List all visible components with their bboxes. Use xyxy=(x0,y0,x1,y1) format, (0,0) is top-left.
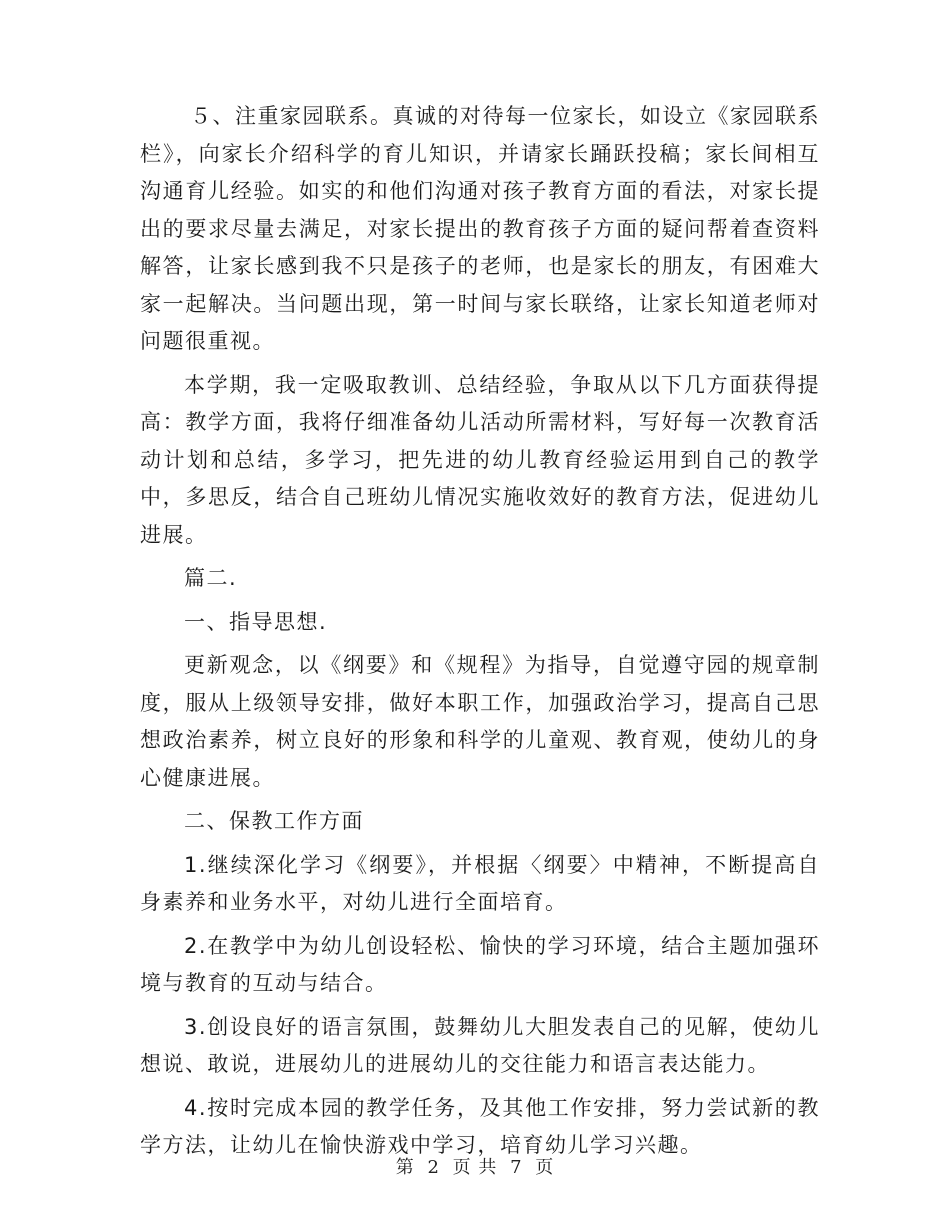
footer-page-number: 2 xyxy=(427,1157,440,1178)
paragraph-guiding-ideology: 更新观念，以《纲要》和《规程》为指导，自觉遵守园的规章制度，服从上级领导安排，做好本职工作，加强政治学习，提高自己思想政治素养，树立良好的形象和科学的儿童观、教育观，使幼儿的身心健康进展。 xyxy=(140,653,820,790)
footer-middle: 页 共 xyxy=(452,1157,498,1178)
footer-suffix: 页 xyxy=(535,1157,555,1178)
section-heading-care-education: 二、保教工作方面 xyxy=(184,809,364,833)
footer-total-pages: 7 xyxy=(510,1157,523,1178)
document-body xyxy=(140,98,820,1171)
paragraph-home-school-contact: ５、注重家园联系。真诚的对待每一位家长，如设立《家园联系栏》，向家长介绍科学的育儿知识，并请家长踊跃投稿；家长间相互沟通育儿经验。如实的和他们沟通对孩子教育方面的看法，对家长提出的要求尽量去满足，对家长提出的教育孩子方面的疑问帮着查资料解答，让家长感到我不只是孩子的老师，也是家长的朋友，有困难大家一起解决。当问题出现，第一时间与家长联络，让家长知道老师对问题很重视。 xyxy=(140,104,820,353)
section-heading-guiding-ideology: 一、指导思想. xyxy=(184,609,328,634)
section-heading-part-two: 篇二. xyxy=(184,566,238,590)
list-item-3: 3.创设良好的语言氛围，鼓舞幼儿大胆发表自己的见解，使幼儿想说、敢说，进展幼儿的进展幼儿的交往能力和语言表达能力。 xyxy=(140,1014,820,1076)
footer-prefix: 第 xyxy=(395,1157,415,1178)
page-footer xyxy=(0,1153,950,1179)
list-item-2: 2.在教学中为幼儿创设轻松、愉快的学习环境，结合主题加强环境与教育的互动与结合。 xyxy=(140,933,820,995)
list-item-1: 1.继续深化学习《纲要》，并根据〈纲要〉中精神，不断提高自身素养和业务水平，对幼儿进行全面培育。 xyxy=(140,852,820,914)
paragraph-semester-plan: 本学期，我一定吸取教训、总结经验，争取从以下几方面获得提高：教学方面，我将仔细准备幼儿活动所需材料，写好每一次教育活动计划和总结，多学习，把先进的幼儿教育经验运用到自己的教学中，多思反，结合自己班幼儿情况实施收效好的教育方法，促进幼儿进展。 xyxy=(140,372,820,547)
list-item-4: 4.按时完成本园的教学任务，及其他工作安排，努力尝试新的教学方法，让幼儿在愉快游戏中学习，培育幼儿学习兴趣。 xyxy=(140,1095,820,1157)
